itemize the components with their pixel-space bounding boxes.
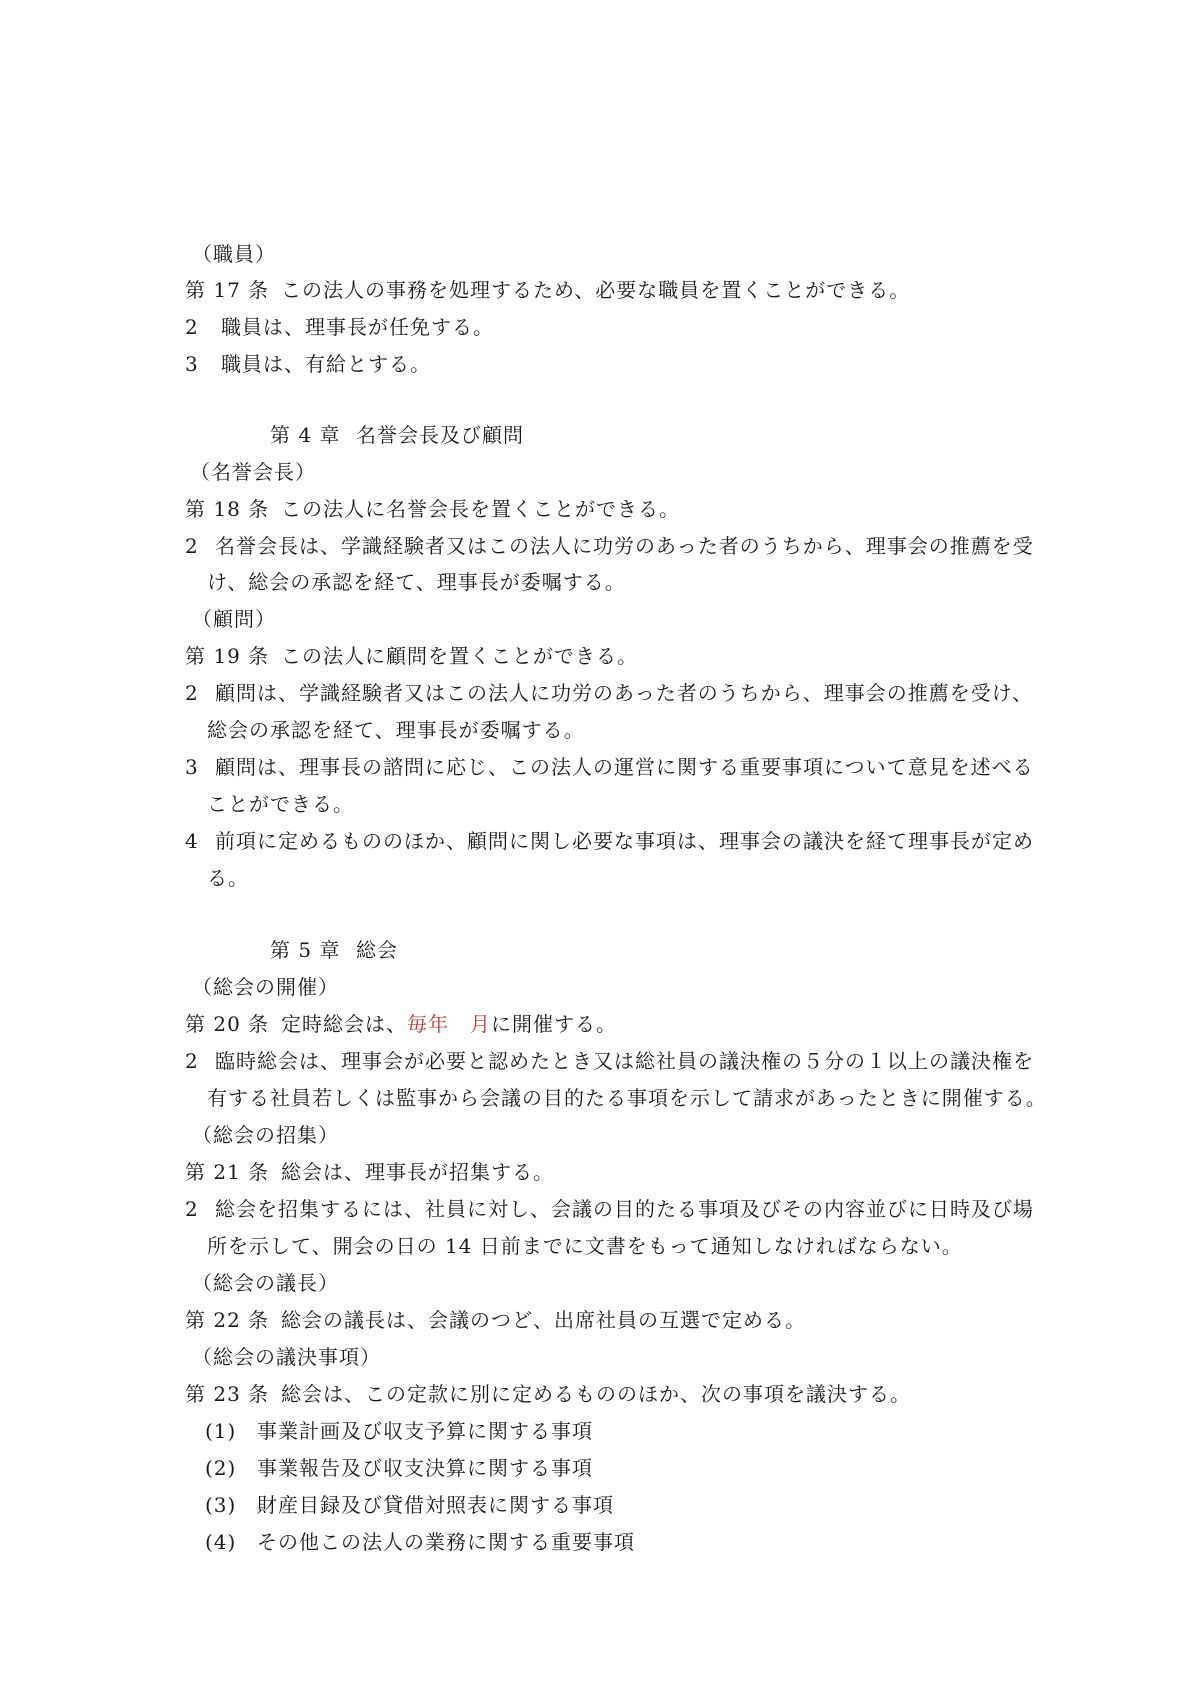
article-text: 総会の議長は、会議のつど、出席社員の互選で定める。	[281, 1308, 806, 1332]
paragraph-continuation: る。	[207, 866, 249, 890]
meeting-month-placeholder: 毎年 月	[407, 1012, 491, 1036]
item-text: 事業報告及び収支決算に関する事項	[257, 1456, 593, 1480]
article-text: この法人に顧問を置くことができる。	[281, 644, 638, 668]
article-19	[185, 642, 638, 670]
paragraph-continuation: ことができる。	[207, 792, 354, 816]
paragraph	[185, 679, 1033, 707]
article-text: この法人に名誉会長を置くことができる。	[281, 497, 680, 521]
paragraph-number: 3	[185, 352, 199, 376]
chapter-number: 第 4 章	[270, 423, 341, 447]
paragraph-text: 顧問は、学識経験者又はこの法人に功労のあった者のうちから、理事会の推薦を受け、	[215, 681, 1033, 705]
article-number: 第 22 条	[185, 1308, 270, 1332]
paragraph-continuation: け、総会の承認を経て、理事長が委嘱する。	[207, 570, 626, 594]
article-number: 第 21 条	[185, 1160, 270, 1184]
article-20	[185, 1010, 617, 1038]
list-item	[205, 1528, 635, 1556]
section-heading: （総会の議長）	[192, 1271, 339, 1295]
section-heading: （顧問）	[192, 607, 276, 631]
paragraph	[185, 532, 1034, 560]
article-21	[185, 1158, 554, 1186]
paragraph-number: 2	[185, 681, 199, 705]
chapter-title: 総会	[356, 938, 398, 962]
item-number: (3)	[205, 1493, 237, 1517]
paragraph-number: 2	[185, 534, 199, 558]
paragraph	[185, 350, 431, 378]
section-heading: （総会の議決事項）	[192, 1345, 381, 1369]
paragraph-number: 2	[185, 1049, 199, 1073]
paragraph	[185, 1047, 1034, 1075]
section-heading: （総会の招集）	[192, 1123, 339, 1147]
item-text: 財産目録及び貸借対照表に関する事項	[257, 1493, 614, 1517]
item-number: (2)	[205, 1456, 237, 1480]
paragraph-number: 4	[185, 829, 199, 853]
paragraph-text: 名誉会長は、学識経験者又はこの法人に功労のあった者のうちから、理事会の推薦を受	[215, 534, 1034, 558]
paragraph	[185, 827, 1034, 855]
paragraph-continuation: 所を示して、開会の日の 14 日前までに文書をもって通知しなければならない。	[207, 1234, 963, 1258]
paragraph-text: 顧問は、理事長の諮問に応じ、この法人の運営に関する重要事項について意見を述べる	[215, 755, 1034, 779]
item-number: (1)	[205, 1419, 237, 1443]
article-number: 第 19 条	[185, 644, 270, 668]
paragraph-continuation: 総会の承認を経て、理事長が委嘱する。	[207, 718, 585, 742]
item-text: その他この法人の業務に関する重要事項	[257, 1530, 635, 1554]
list-item	[205, 1491, 614, 1519]
section-heading: （職員）	[192, 242, 276, 266]
article-text: 定時総会は、	[281, 1012, 407, 1036]
paragraph	[185, 1195, 1034, 1223]
paragraph-number: 2	[185, 315, 199, 339]
article-18	[185, 495, 680, 523]
chapter-heading	[270, 421, 524, 449]
paragraph-continuation: 有する社員若しくは監事から会議の目的たる事項を示して請求があったときに開催する。	[207, 1086, 1047, 1110]
chapter-heading	[270, 936, 398, 964]
section-heading: （名誉会長）	[190, 460, 316, 484]
article-22	[185, 1306, 806, 1334]
article-number: 第 23 条	[185, 1382, 270, 1406]
article-17	[185, 276, 910, 304]
article-number: 第 17 条	[185, 278, 270, 302]
paragraph-text: 前項に定めるもののほか、顧問に関し必要な事項は、理事会の議決を経て理事長が定め	[215, 829, 1034, 853]
chapter-title: 名誉会長及び顧問	[356, 423, 524, 447]
item-number: (4)	[205, 1530, 237, 1554]
paragraph-number: 3	[185, 755, 199, 779]
article-text: 総会は、理事長が招集する。	[281, 1160, 554, 1184]
article-text: に開催する。	[491, 1012, 617, 1036]
section-heading: （総会の開催）	[192, 975, 339, 999]
paragraph-text: 臨時総会は、理事会が必要と認めたとき又は総社員の議決権の５分の１以上の議決権を	[215, 1049, 1034, 1073]
paragraph-text: 総会を招集するには、社員に対し、会議の目的たる事項及びその内容並びに日時及び場	[215, 1197, 1034, 1221]
paragraph-text: 職員は、理事長が任免する。	[221, 315, 494, 339]
paragraph	[185, 753, 1034, 781]
article-number: 第 18 条	[185, 497, 270, 521]
paragraph-text: 職員は、有給とする。	[221, 352, 431, 376]
article-text: 総会は、この定款に別に定めるもののほか、次の事項を議決する。	[281, 1382, 911, 1406]
chapter-number: 第 5 章	[270, 938, 341, 962]
list-item	[205, 1417, 593, 1445]
item-text: 事業計画及び収支予算に関する事項	[257, 1419, 593, 1443]
article-number: 第 20 条	[185, 1012, 270, 1036]
paragraph-number: 2	[185, 1197, 199, 1221]
article-text: この法人の事務を処理するため、必要な職員を置くことができる。	[281, 278, 911, 302]
paragraph	[185, 313, 494, 341]
article-23	[185, 1380, 911, 1408]
list-item	[205, 1454, 593, 1482]
